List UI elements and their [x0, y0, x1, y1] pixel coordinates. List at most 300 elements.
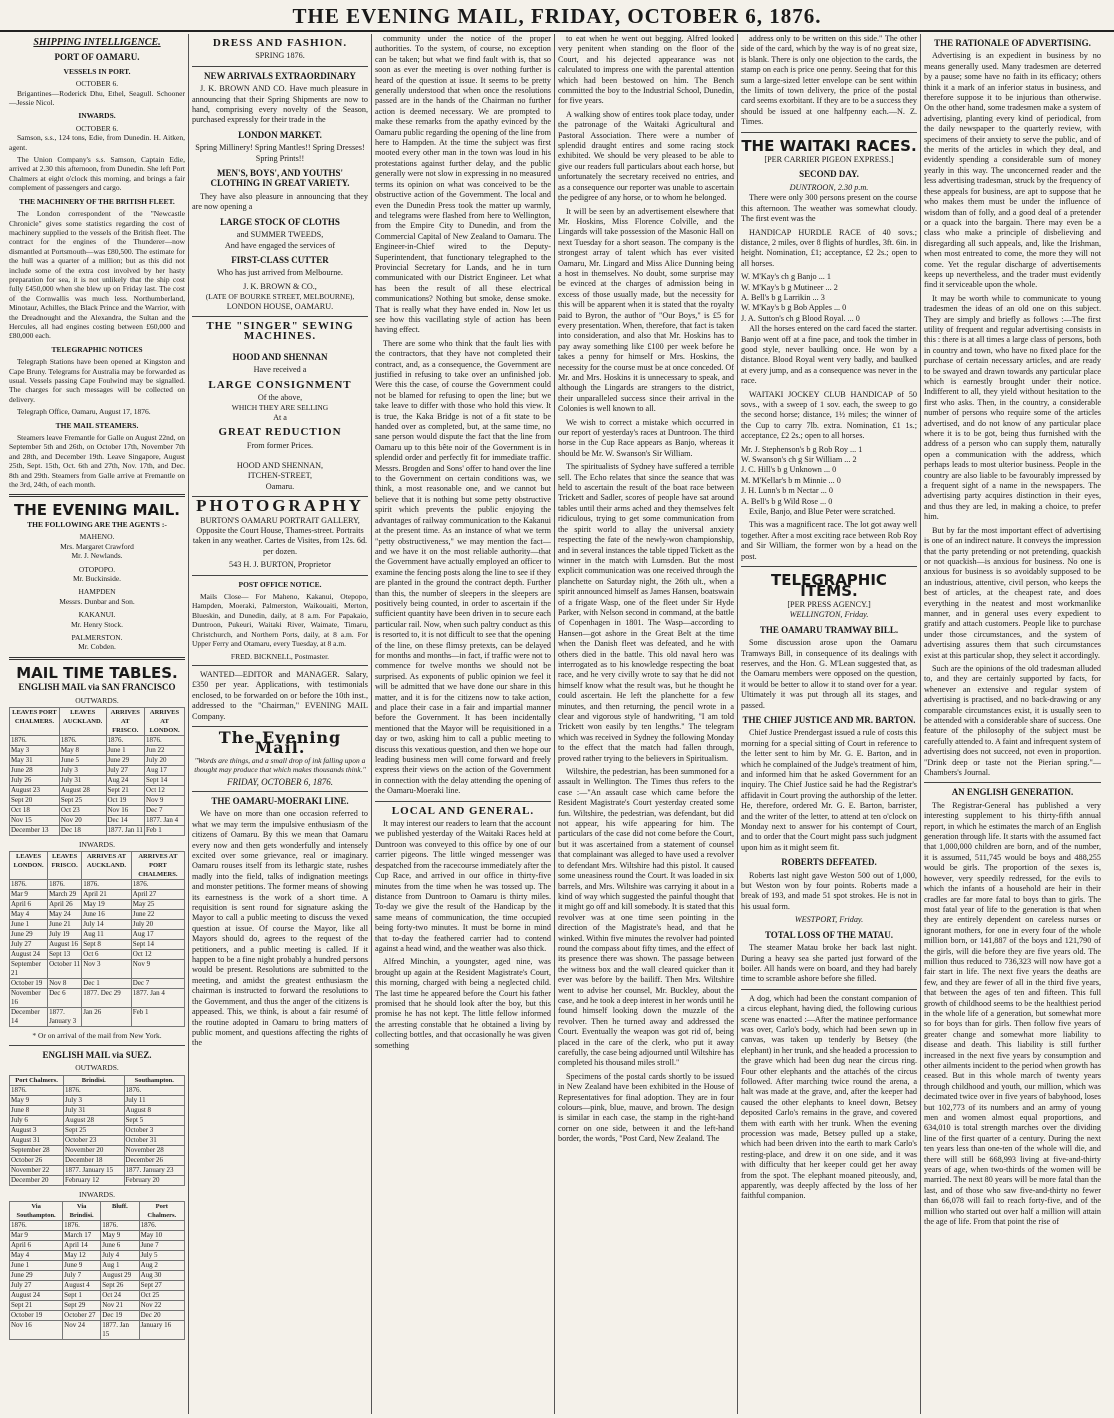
post-office-sign: FRED. BICKNELL, Postmaster. — [230, 651, 330, 661]
article-paragraph: Exile, Banjo, and Blue Peter were scratched. — [749, 507, 896, 517]
table-row — [10, 1241, 185, 1251]
table-cell: July 27 — [106, 765, 145, 775]
table-cell: March 17 — [63, 1231, 101, 1241]
london-market: LONDON MARKET. — [238, 129, 322, 140]
table-cell: July 3 — [59, 765, 106, 775]
table-cell: Dec 6 — [48, 989, 82, 1008]
table-cell: Aug 17 — [145, 765, 185, 775]
table-cell: October 26 — [10, 1155, 64, 1165]
table-row — [10, 1095, 185, 1105]
table-cell: May 24 — [48, 910, 82, 920]
fleet-heading: THE MACHINERY OF THE BRITISH FLEET. — [19, 196, 175, 206]
table-header-cell: Port Chalmers. — [10, 1075, 64, 1085]
jk-intro: J. K. BROWN AND CO. Have much pleasure in announcing that their Spring Shipments are now to hand, comprising every novelty of the Season, purchased expressly for their trade in the — [192, 84, 368, 125]
justice-heading: THE CHIEF JUSTICE AND MR. BARTON. — [742, 714, 916, 725]
table-row — [10, 1135, 185, 1145]
article-paragraph: There were only 300 persons present on the course this afternoon. The weather was somewhat cloudy. The first event was the — [741, 193, 917, 224]
table-cell: August 16 — [48, 940, 82, 950]
column-1 — [6, 34, 189, 1414]
table-cell: August 23 — [10, 785, 60, 795]
telegraphic-notices-heading: TELEGRAPHIC NOTICES — [51, 344, 143, 354]
article-paragraph: It will be seen by an advertisement elsewhere that Mr. Hoskins, Miss Florence Colville, and the Lingards will take possession of the Masonic Hall on next Tuesday for a short season. The company is the strongest array of talent which has ever visited Oamaru, Mr. Lingard and Miss Alice Dunning being a host in themselves. No doubt, some surprise may be evinced at the charges of admission being in excess of those usually made, but the necessity for this will be apparent when it is stated that the royalty paid to Byron, the author of "Our Boys," is £5 for every presentation. When, therefore, that fact is taken into consideration, and also that Mr. Hoskins has to pay away something like £100 per week before he takes a penny for himself or Mrs. Hoskins, the necessity for the course must be at once conceded. Of Mr. and Mrs. Hoskins it is unnecessary to speak, and although the Lingards are strangers to the district, their unparalleled success since their arrival in the Colonies is well known to all. — [558, 206, 734, 414]
table-row — [10, 940, 185, 950]
jk-house: LONDON HOUSE, OAMARU. — [226, 301, 334, 311]
table-row — [10, 1155, 185, 1165]
opened-text: They have also pleasure in announcing that they are now opening a — [192, 191, 368, 212]
agent-name: Mr. Buckinside. — [72, 573, 122, 583]
table-row — [10, 900, 185, 910]
vessels-date: OCTOBER 6. — [75, 79, 119, 89]
handicap-entry: HANDICAP HURDLE RACE of 40 sovs.; distance, 2 miles, over 8 flights of hurdles, 3ft. 6in. in height. Nomination, £1; acceptance, £2 2s.; open to all horses. — [741, 227, 917, 268]
table-cell: June 1 — [106, 745, 145, 755]
roberts-heading: ROBERTS DEFEATED. — [781, 857, 877, 868]
mail-steamers-text: Steamers leave Fremantle for Galle on August 22nd, on September 5th and 26th, on October 17th, November 7th and 28th, and December 19th. Leave Singapore, August 25th, Sept. 15th, Oct. 6th and 27th, Nov. 17th, and Dec. 8th and 29th. Steamers from Galle arrive at Fremantle on the 3rd, 24th, of each month. — [9, 433, 185, 490]
agent-town: HAMPDEN — [78, 587, 116, 597]
masthead — [0, 0, 1114, 32]
table-row — [10, 880, 185, 890]
hood-heading: HOOD AND SHENNAN — [232, 351, 328, 362]
table-cell: July 31 — [59, 775, 106, 785]
table-row — [10, 775, 185, 785]
table-cell: June 9 — [63, 1261, 101, 1271]
union-text: The Union Company's s.s. Samson, Captain Edie, arrived at 2.30 this afternoon, from Dunedin. She left Port Chalmers at eight o'clock this morning, and brings a fair complement of passengers and cargo. — [9, 155, 185, 193]
article-paragraph: We wish to correct a mistake which occurred in our report of yesterday's races at Duntroon. The third horse in the Cup Race appears as Banjo, whereas it should be Mr. W. Swanson's Sir William. — [558, 417, 734, 458]
table-cell: October 23 — [64, 1135, 124, 1145]
table-cell: October 31 — [124, 1135, 184, 1145]
second-day: SECOND DAY. — [799, 169, 859, 180]
carrier-label: [PER CARRIER PIGEON EXPRESS.] — [764, 155, 894, 165]
table-cell: July 27 — [10, 1281, 63, 1291]
shipping-heading: SHIPPING INTELLIGENCE. — [33, 37, 161, 48]
article-paragraph: The Registrar-General has published a very interesting supplement to his thirty-fifth annual report, in which he estimates the march of an English generation through life. It starts with the assumed fact that 1,000,000 children are born, and of the number, it is assumed, 511,745 would be boys and 488,255 would be girls. The proportion of the sexes is, however, very speedily redressed, for the evils to which the infants of a household are heir in their cradles are far more fatal to boys than to girls. The most fatal year of life to the generation is that when they are entirely dependent on careless nurses or ignorant mothers, for one in every four of the whole million born, or 141,887 of the boys and 121,790 of the girls, will die before they are five years old. The million thus reduced to 736,323 will now have got a fair start in life. The next five years the deaths are few, and they are fewer of all in the third five years, that between the ages of ten and fifteen. This full growth of childhood seems to be the healthiest period in the whole life of a generation, but somewhat more so for boys than for girls. Then follow five years of greater change and somewhat more liability to disease and death. This liability is still further increased in the next five years by consumption and other ailments incident to the period when growth has ceased. But in this whole march of twenty years through childhood and youth, our million, which was decimated twice over in five years of babyhood, loses but 102,773 of its numbers and an army of young men and women almost equal proportions, and 634,010 is total strength marches over the dividing line of the first quarter of a century. During the next ten years less than one-ten of the whole will die, and there will still be 668,993 living at five-and-thirty years of age, when two-thirds of the women will be married. The next 80 years will be more fatal than the last, and of those who saw five-and-thirty no fewer than 66,078 will fail to reach forty-five, and of the million who started out over half a million will attain the age of life. From that point the rise of — [924, 800, 1101, 1227]
table-cell: 1876. — [10, 735, 60, 745]
table-cell: August 28 — [64, 1115, 124, 1125]
table-row — [10, 745, 185, 755]
table-header-cell: LEAVES FRISCO. — [48, 852, 82, 880]
table-cell: December 26 — [124, 1155, 184, 1165]
table-cell: 1876. — [10, 880, 48, 890]
table-cell: Dec 20 — [139, 1311, 184, 1321]
suez-inwards-table — [9, 1201, 185, 1340]
former-prices: From former Prices. — [246, 440, 314, 450]
table-row — [10, 805, 185, 815]
motto: "Words are things, and a small drop of ink falling upon a thought may produce that which makes thousands think." — [194, 755, 366, 775]
table-header-cell: Brindisi. — [64, 1075, 124, 1085]
table-cell: Nov 8 — [48, 979, 82, 989]
table-header-row — [10, 852, 185, 880]
table-cell: Dec 7 — [131, 979, 184, 989]
table-cell: 1876. — [59, 735, 106, 745]
suez-outwards-label: OUTWARDS. — [75, 1063, 119, 1073]
itchen-street: ITCHEN-STREET, — [247, 471, 313, 481]
table-cell: April 26 — [48, 900, 82, 910]
table-row — [10, 960, 185, 979]
article-paragraph: to eat when he went out begging. Alfred looked very penitent when standing on the floor of the Court, and his dejected appearance was not calculated to impress one with the parental attention which had been bestowed on him. The Bench committed the boy to the Industrial School, Dunedin, for five years. — [558, 34, 734, 106]
agent-town: PALMERSTON. — [71, 632, 123, 642]
table-cell: July 7 — [63, 1271, 101, 1281]
table-header-cell: ARRIVES AT AUCKLAND. — [82, 852, 132, 880]
column-2 — [189, 34, 372, 1414]
table-row — [10, 1125, 185, 1135]
table-cell: Feb 1 — [145, 825, 185, 835]
result-row: J. H. Lunn's b m Nectar ... 0 — [741, 486, 833, 496]
table-row — [10, 755, 185, 765]
table-cell: Oct 19 — [106, 795, 145, 805]
article-paragraph: Specimens of the postal cards shortly to be issued in New Zealand have been exhibited in the House of Representatives for final adoption. They are in four colours—pink, blue, mauve, and brown. The design is similar in each case, the stamp in the right-hand corner on one side, between it and the left-hand border, the words, "Post Card, New Zealand. The — [558, 1071, 734, 1144]
table-cell: Sept 21 — [10, 1301, 63, 1311]
table-cell: May 10 — [139, 1231, 184, 1241]
table-cell: July 5 — [139, 1251, 184, 1261]
arrivals-heading: NEW ARRIVALS EXTRAORDINARY — [204, 70, 356, 81]
table-header-cell: Via Brindisi. — [63, 1202, 101, 1221]
article-paragraph: Alfred Minchin, a youngster, aged nine, was brought up again at the Resident Magistrate's Court, this morning, charged with being a neglected child. The last time he appeared before the Court his father promised that he should look after the boy, but this promise he has not kept. The little fellow informed the arresting constable that he obtained a living by collecting bottles, and that occasionally he was given something — [375, 957, 551, 1050]
table-cell: 1876. — [10, 1221, 63, 1231]
table-row — [10, 795, 185, 805]
table-cell: February 20 — [124, 1175, 184, 1185]
result-row: A. Bell's b g Larrikin ... 3 — [741, 292, 825, 302]
table-header-cell: ARRIVES AT LONDON. — [145, 707, 185, 735]
table-cell: June 5 — [59, 755, 106, 765]
table-cell: July 6 — [10, 1115, 64, 1125]
table-cell: August 3 — [10, 1125, 64, 1135]
sf-outwards-table — [9, 707, 185, 836]
jk-sign: J. K. BROWN & CO., — [243, 281, 317, 291]
table-cell: August 29 — [101, 1271, 139, 1281]
table-header-cell: ARRIVES AT PORT CHALMERS. — [131, 852, 184, 880]
sf-heading: ENGLISH MAIL via SAN FRANCISCO — [18, 682, 176, 693]
article-paragraph: Some discussion arose upon the Oamaru Tramways Bill, in consequence of its dealings with reserves, and the Hon. G. M'Lean suggested that, as the Oamaru members were opposed on the question, it would be better to allow it to stand over for a year. Ultimately it was put through all its stages, and passed. — [741, 638, 917, 710]
table-cell: Sept 26 — [101, 1281, 139, 1291]
table-cell: Sept 20 — [10, 795, 60, 805]
table-row — [10, 1145, 185, 1155]
table-cell: Nov 16 — [10, 1321, 63, 1340]
table-header-cell: Bluff. — [101, 1202, 139, 1221]
generation-heading: AN ENGLISH GENERATION. — [951, 787, 1074, 798]
wellington-dateline: WELLINGTON, Friday. — [789, 610, 869, 620]
table-cell: Sept 29 — [63, 1301, 101, 1311]
table-row — [10, 989, 185, 1008]
table-cell: April 21 — [82, 890, 132, 900]
column-6 — [921, 34, 1104, 1414]
table-header-row — [10, 1075, 185, 1085]
agent-name: Mr. J. Newlands. — [71, 551, 123, 561]
matau-heading: TOTAL LOSS OF THE MATAU. — [764, 929, 894, 940]
table-cell: Nov 20 — [59, 815, 106, 825]
table-cell: Mar 9 — [10, 890, 48, 900]
agent-town: MAHENO. — [79, 532, 115, 542]
suez-heading: ENGLISH MAIL via SUEZ. — [42, 1049, 152, 1060]
photography-heading: PHOTOGRAPHY — [196, 496, 364, 516]
sf-inwards-table — [9, 851, 185, 1027]
table-row — [10, 1271, 185, 1281]
burton-sign: 543 H. J. BURTON, Proprietor — [229, 560, 331, 570]
table-cell: July 31 — [64, 1105, 124, 1115]
jockey-cup-entry: WAITAKI JOCKEY CLUB HANDICAP of 50 sovs., with a sweep of 1 sov. each, the sweep to go the second horse; distance, 1½ miles; the winner of the Cup to carry 7lb. extra. Nomination, £1 1s.; acceptance, £2 2s.; open to all horses. — [741, 389, 917, 441]
article-paragraph: But by far the most important effect of advertising is one of an indirect nature. It conveys the impression that the party pretending or not pretending, quackish or not quackish—is anxious for business. No one is anxious for business is so avoidably supposed to be an industrious, attentive, civil person, who keeps the best of articles, at the cheapest rate, and does everything in the neatest and most workmanlike manner, and in general uses every expedient to gratify and attach customers. People like to purchase under those circumstances, and the system of advertising assures them that such circumstances exist at this particular shop, they select it accordingly. — [924, 525, 1101, 660]
table-cell: February 12 — [64, 1175, 124, 1185]
table-cell: November 16 — [10, 989, 48, 1008]
table-cell: 1877. January 23 — [124, 1165, 184, 1175]
column-4 — [555, 34, 738, 1414]
article-paragraph: Chief Justice Prendergast issued a rule of costs this morning for a special sitting of Court in reference to the letter sent to him by Mr. G. E. Barton, and in which he complained of the Judge's treatment of him, and informed him that he asked Government for an inquiry. The Chief Justice said he had the Registrar's affidavit in Court proving the authorship of the letter. He, therefore, ordered Mr. G. E. Barton, barrister, and the writer of the letter, to attend at ten o'clock on Monday next to answer for his contempt of Court, and to order that the Court might pass such judgment upon him as it might seem fit. — [741, 728, 917, 852]
cutter: FIRST-CLASS CUTTER — [231, 254, 329, 265]
table-cell: July 26 — [10, 775, 60, 785]
table-row — [10, 1115, 185, 1125]
inwards-text: Samson, s.s., 124 tons, Edie, from Dunedin. H. Aitken, agent. — [9, 133, 185, 152]
table-row — [10, 815, 185, 825]
table-cell: Dec 7 — [145, 805, 185, 815]
article-paragraph: community under the notice of the proper authorities. To the system, of course, no exception can be taken; but what we find fault with is, that so soon as ever the meeting is over nothing further is heard of the question at issue. It seems to be pretty generally understood that when once the resolutions passed are in the hands of the Chairman no further action is deemed necessary. We are prompted to make these remarks from the apathy evinced by the Oamaru public regarding the opening of the line from here to Hampden. At the time the subject was first mooted every other man in the town was loud in his protestations against further delay, and the public generally were not slow in expressing in no measured terms its opinion on what was conceived to be the obstructive action of the Government. The local and even the Dunedin Press took the matter up warmly, and telegrams were flashed from here to Wellington, from the Empire City to Dunedin, and from the Commercial Capital of New Zealand to Oamaru. The Engineer-in-Chief wired to the Deputy-Superintendent, that functionary telegraphed to the Provincial Secretary for Lands, and he in turn communicated with our District Engineer. Let what has been the result of all these electrical communications? Nothing but smoke, dense smoke. That is really what they have ended in. Now let us see how this vacillating style of action has been having effect. — [375, 34, 551, 335]
result-row: Mr. J. Stephenson's b g Rob Roy ... 1 — [741, 444, 863, 454]
sf-outwards-label: OUTWARDS. — [75, 695, 119, 705]
table-cell: 1877. Dec 29 — [82, 989, 132, 1008]
table-cell: 1876. — [145, 735, 185, 745]
table-cell: November 20 — [64, 1145, 124, 1155]
table-cell: 1877. Jan 4 — [145, 815, 185, 825]
article-paragraph: A dog, which had been the constant companion of a circus elephant, having died, the following curious scene was enacted :—After the matinee performance was over, Carlo's body, which had been sewn up in canvas, was taken up tenderly by Betsey (the elephant) in her trunk, and she headed a procession to the grave which had been dug near the circus ring. Four other elephants and the attachés of the circus followed. After marching twice round the arena, a halt was made at the grave, and, after the keeper had caused the other elephants to kneel down, Betsey deposited Carlo's remains in the grave, and covered them with earth with her trunk. When the evening procession was made, Betsey pulled up a stake, which had been driven into the earth to mark Carlo's resting-place, and drew it on one side, and it was with difficulty that her keeper could get her away from the spot. The elephant moaned piteously, and, apparently, was deeply affected by the loss of her faithful companion. — [741, 993, 917, 1201]
table-cell: Dec 14 — [106, 815, 145, 825]
article-paragraph: Advertising is an expedient in business by no means generally used. Many tradesmen are deterred by a pause; some have no faith in its efficacy; others think it a mark of an inferior status in business, and therefore suppose it to be injurious than otherwise. On the other hand, some tradesmen make a system of advertising, planting every kind of periodical, from the daily newspaper to the quarterly review, with specimens of their anxiety to serve the public, and of the merits of the articles in which they deal, and evidently spending a considerable sum of money yearly in this way. The unconcerned reader and the less advertising tradesman, struck by the frequency of these appeals for business, are apt to suppose that he who makes them must be under the influence of wisdom than of folly, and a good deal of a pretender or a quack into the bargain. There may even be a class who make a principle of disbelieving and disregarding all such appeals, and, like the Irishman, when most entreated to come, the more they will not come. Yet the regular discharge of advertisements keeps up nevertheless, and the trader must evidently find it serviceable upon the whole. — [924, 51, 1101, 290]
table-cell: Sept 14 — [131, 940, 184, 950]
table-cell: May 31 — [10, 755, 60, 765]
summer-tweeds: and SUMMER TWEEDS, — [236, 230, 324, 240]
inwards-date: OCTOBER 6. — [75, 123, 119, 133]
table-cell: June 1 — [10, 1261, 63, 1271]
table-cell: April 6 — [10, 1241, 63, 1251]
table-cell: 1877. January 15 — [64, 1165, 124, 1175]
article-paragraph: Such are the opinions of the old tradesman alluded to, and they are certainly supported by facts, for whenever an extensive and regular system of advertising is practised, and no back-drawing or any comparable circumstances exist, it is usually seen to be attended with a considerable share of success. One feature of the philosophy of the subject must be carefully attended to. A faint and infrequent system of advertising does not succeed, not even in proportion. "Drink deep or taste not the Pierian spring."—Chambers's Journal. — [924, 663, 1101, 778]
table-cell: 1876. — [63, 1221, 101, 1231]
table-row — [10, 735, 185, 745]
table-cell: Jun 22 — [145, 745, 185, 755]
table-header-cell: Port Chalmers. — [139, 1202, 184, 1221]
table-cell: May 12 — [63, 1251, 101, 1261]
rational-heading: THE RATIONALE OF ADVERTISING. — [934, 38, 1091, 48]
table-row — [10, 1281, 185, 1291]
table-cell: October 19 — [10, 979, 48, 989]
table-cell: April 6 — [10, 900, 48, 910]
table-cell: Aug 2 — [139, 1261, 184, 1271]
table-header-row — [10, 1202, 185, 1221]
table-cell: Mar 9 — [10, 1231, 63, 1241]
table-cell: Nov 9 — [145, 795, 185, 805]
table-cell: Oct 6 — [82, 950, 132, 960]
table-cell: November 22 — [10, 1165, 64, 1175]
table-cell: June 29 — [10, 930, 48, 940]
table-cell: August 31 — [10, 1135, 64, 1145]
table-row — [10, 930, 185, 940]
port-heading: PORT OF OAMARU. — [54, 52, 140, 63]
evening-mail-title: The Evening Mail. — [218, 727, 342, 758]
cutter-intro: And have engaged the services of — [224, 240, 336, 250]
table-cell: September 28 — [10, 1145, 64, 1155]
result-row: W. M'Kay's b g Bob Apples ... 0 — [741, 303, 847, 313]
have-received: Have received a — [253, 365, 307, 375]
table-cell: Oct 25 — [139, 1291, 184, 1301]
mail-steamers-heading: THE MAIL STEAMERS. — [55, 420, 139, 430]
table-row — [10, 1165, 185, 1175]
table-row — [10, 890, 185, 900]
table-cell: October 19 — [10, 1311, 63, 1321]
wanted-text: WANTED—EDITOR and MANAGER. Salary, £350 per year. Applications, with testimonials enclosed, to be forwarded on or before the 10th inst., addressed to the "Chairman," EVENING MAIL Company. — [192, 669, 368, 721]
table-cell: May 3 — [10, 745, 60, 755]
table-cell: 1876. — [106, 735, 145, 745]
table-cell: Oct 24 — [101, 1291, 139, 1301]
large-consignment: LARGE CONSIGNMENT — [208, 378, 352, 391]
table-cell: Sept 8 — [82, 940, 132, 950]
fleet-text: The London correspondent of the "Newcastle Chronicle" gives some statistics regarding the cost of machinery supplied to the vessels of the British fleet. The contract for the engines of the Thunderer—now dismantled at Portsmouth—was £80,500. The estimate for the hull was a quarter of a million; but as this did not include some of the extra cost involved by her hasty preparation for sea, it is not unlikely that the ship cost fully £450,000 when she blew up on Friday last. The cost of the Cornwallis was much less. Northumberland, Minotaur, Achilles, the Black Prince and the Warrior, with the Dreadnought and the Alexandra, the Sultan and the Hercules, all had engines costing between £60,000 and £80,000 each. — [9, 209, 185, 341]
masthead-title: THE EVENING MAIL, FRIDAY, OCTOBER 6, 1876. — [292, 4, 822, 28]
table-header-cell: Via Southampton. — [10, 1202, 63, 1221]
table-cell: July 4 — [101, 1251, 139, 1261]
vessels-text: Brigantines—Roderick Dhu, Ethel, Seagull. Schooner—Jessie Nicol. — [9, 88, 185, 108]
table-header-cell: ARRIVES AT FRISCO. — [106, 707, 145, 735]
table-cell: January 16 — [139, 1321, 184, 1340]
table-cell: 1876. — [124, 1085, 184, 1095]
table-row — [10, 1085, 185, 1095]
table-cell: 1876. — [82, 880, 132, 890]
evening-mail-heading: THE EVENING MAIL. — [14, 501, 180, 520]
table-cell: December 20 — [10, 1175, 64, 1185]
table-row — [10, 910, 185, 920]
tramway-heading: THE OAMARU TRAMWAY BILL. — [759, 624, 899, 635]
moeraki-text: We have on more than one occasion referred to what we may term the impulsive enthusiasm of the citizens of Oamaru. By this we mean that Oamaru every now and then gets wonderfully and intensely excited over some grievance, real or imaginary. Oamaru rouses itself from its lethargic state, rushes madly into the field, talks of indignation meetings and monster petitions. The former means of showing its earnestness is the work of a short time. A requisition is sent round for signature asking the Mayor to call a public meeting to discuss the vexed question at issue. Of course the Mayor, like all Mayors should do, agrees to the request of the petitioners, and a public meeting is called. If it happen to be a fine night probably a hundred persons would be present. Resolutions are submitted to the meeting, and amidst the greatest enthusiasm the chairman is instructed to forward the resolutions to the Government, and thus the anger of the citizens is appeased. This, we think, is about a fair resumé of the routine adopted in Oamaru to bring matters of public moment, and questions affecting the rights of the — [192, 809, 368, 1048]
table-row — [10, 1231, 185, 1241]
table-cell: August 28 — [59, 785, 106, 795]
waitaki-heading: THE WAITAKI RACES. — [741, 136, 917, 155]
table-cell: April 14 — [63, 1241, 101, 1251]
article-paragraph: Roberts last night gave Weston 500 out of 1,000, but Weston won by four points. Roberts made a break of 193, and made 51 spot strokes. He is not in his usual form. — [741, 870, 917, 911]
table-cell: Nov 9 — [131, 960, 184, 979]
duntroon-dateline: DUNTROON, 2.30 p.m. — [789, 182, 869, 192]
singer-heading: THE "SINGER" SEWING MACHINES. — [206, 319, 354, 343]
table-row — [10, 1261, 185, 1271]
table-cell: June 28 — [10, 765, 60, 775]
table-cell: May 9 — [101, 1231, 139, 1241]
article-paragraph: Wiltshire, the pedestrian, has been summoned for a assault in Wellington. The Times thus refers to the case :—"An assault case which came before the Resident Magistrate's Court yesterday created some fun. Wiltshire, the pedestrian, was defendant, but did not appear, his wife appearing for him. The particulars of the case did not come before the Court, but it was ascertained from a statement of counsel that complainant was alleged to have used a revolver to defendant Mrs. Wiltshire had this pistol. It caused some uneasiness round the Court. It was loaded in six barrels, and Mrs. Wiltshire was carrying it about in a kind of way which suggested the painful thought that it might go off and kill somebody. It is stated that this revolver was at one time seen pointing in the direction of the Magistrate's head, and that he winked. Within five minutes the revolver had pointed round the compass about fifty times, and the effect of its presence there was shown. The passage between the witness box and the wall cleared quicker than it ever was before by the bailiff. Then Mrs. Wiltshire went to advise her counsel, Mr. Buckley, about the case, and he took a deep interest in her words until he found himself looking down the muzzle of the revolver. Then he turned away and addressed the Court. Eventually the weapon was got rid of, being placed in the care of the clerk, who put it away carefully, the case being adjourned until Wiltshire has completed his thousand miles stroll." — [558, 767, 735, 1068]
table-cell: 1876. — [64, 1085, 124, 1095]
table-row — [10, 765, 185, 775]
table-cell: Sept 25 — [64, 1125, 124, 1135]
table-cell: November 28 — [124, 1145, 184, 1155]
sf-note: * Or on arrival of the mail from New York. — [32, 1031, 162, 1041]
post-office-heading: POST OFFICE NOTICE. — [238, 579, 322, 589]
agent-town: KAKANUI. — [78, 610, 116, 620]
sf-inwards-label: INWARDS. — [78, 839, 116, 849]
table-cell: May 25 — [131, 900, 184, 910]
table-cell: June 6 — [101, 1241, 139, 1251]
table-row — [10, 825, 185, 835]
table-cell: July 19 — [48, 930, 82, 940]
table-header-cell: LEAVES AUCKLAND. — [59, 707, 106, 735]
table-cell: Nov 22 — [139, 1301, 184, 1311]
table-cell: 1877. Jan 11 — [107, 825, 143, 834]
table-row — [10, 1221, 185, 1231]
agents-heading: THE FOLLOWING ARE THE AGENTS :- — [27, 519, 167, 529]
article-paragraph: This was a magnificent race. The lot got away well together. After a most exciting race between Rob Roy and Sir William, the former won by a head on the post. — [741, 520, 917, 561]
agent-name: Mr. Henry Stock. — [70, 619, 124, 629]
table-row — [10, 1291, 185, 1301]
at-a: At a — [273, 412, 287, 422]
which-selling: WHICH THEY ARE SELLING — [231, 403, 329, 413]
table-row — [10, 785, 185, 795]
agent-name: Mr. Cobden. — [78, 642, 116, 652]
table-cell: May 4 — [10, 910, 48, 920]
table-row — [10, 1105, 185, 1115]
local-general-heading: LOCAL AND GENERAL. — [391, 804, 535, 817]
table-cell: Oct 18 — [10, 805, 60, 815]
table-cell: July 11 — [124, 1095, 184, 1105]
table-row — [10, 1311, 185, 1321]
table-cell: Nov 3 — [82, 960, 132, 979]
table-cell: April 27 — [131, 890, 184, 900]
table-header-cell: Southampton. — [124, 1075, 184, 1085]
of-above: Of the above, — [257, 392, 303, 402]
table-header-cell: LEAVES PORT CHALMERS. — [10, 707, 60, 735]
jk-late: (LATE OF BOURKE STREET, MELBOURNE), — [205, 292, 355, 302]
table-cell: July 20 — [145, 755, 185, 765]
table-row — [10, 950, 185, 960]
column-3 — [372, 34, 555, 1414]
table-cell: May 19 — [82, 900, 132, 910]
table-cell: Sept 14 — [145, 775, 185, 785]
hood-sign: HOOD AND SHENNAN, — [236, 461, 324, 470]
table-cell: July 3 — [64, 1095, 124, 1105]
table-cell: Aug 1 — [101, 1261, 139, 1271]
table-cell: Dec 18 — [59, 825, 106, 835]
article-paragraph: There are some who think that the fault lies with the contractors, that they have not completed their contract, and, as a consequence, the Government are justified in refusing to take over an unfinished job. Were this the case, of course the Government could not be blamed for refusing to open the line; but we take leave to differ with those who hold this view. It is true, the Kaka Bridge is not of a fit state to be handed over as completed, but, at the same time, no sane person would dispute the fact that the line from Oamaru up to this bête noir of the Government is in splendid order and perfectly fit for immediate traffic. Messrs. Brogden and Sons' offer to hand over the line to the Government on certain conditions was, we think, a most reasonable one, and we cannot but believe that it is nothing but some petty obstructive spirit which prevents the public enjoying the advantages of railway communication to the Kakanui at the present time. As an instance of what we term "petty obstructiveness," we may mention the fact—and we have it on the most reliable authority—that the Government have actually employed an officer to examine the fencing posts along the line to see if they are planted in the ground the contract depth. Further than this, the number of sleepers in the sleepers are positively being counted, in order to ascertain if the sufficient quantity have been driven in to secure each particular rail. Now, when such paltry conduct as this is resorted to, it is not difficult to see that the opening of the line, on these flimsy pretexts, can be delayed for months and months—in fact, if traffic were not to commence for twelve months we should not be surprised. As exponents of public opinion we feel it will be admitted that we have done our share in this matter, and it is for the citizens now to take action, and place their case in a fair and impartial manner before the Government. It has been incidentally mentioned that the Mayor will be requisitioned in a day or two, asking him to call a public meeting to discuss this vexatious question, and then we hope our leading business men will come forward and freely express their views on the action of the Government in connection with the delay attending the opening of the Oamaru-Moeraki line. — [375, 338, 551, 796]
table-cell: October 27 — [63, 1311, 101, 1321]
great-reduction: GREAT REDUCTION — [218, 426, 342, 439]
spring-items: Spring Millinery! Spring Mantles!! Spring Dresses! Spring Prints!! — [195, 143, 365, 163]
table-cell: Aug 24 — [106, 775, 145, 785]
table-cell: June 29 — [10, 1271, 63, 1281]
large-stock: LARGE STOCK OF CLOTHS — [220, 216, 340, 227]
table-row — [10, 979, 185, 989]
table-cell: Nov 24 — [63, 1321, 101, 1340]
table-cell: Oct 12 — [131, 950, 184, 960]
table-cell: Jan 26 — [82, 1008, 132, 1027]
table-cell: 1876. — [48, 880, 82, 890]
table-cell: Aug 17 — [131, 930, 184, 940]
table-cell: Aug 30 — [139, 1271, 184, 1281]
telegraphic-heading: TELEGRAPHIC ITEMS. — [771, 571, 887, 600]
agent-name: Messrs. Dunbar and Son. — [59, 596, 135, 606]
result-row: A. Bell's b g Wild Rose ... 0 — [741, 496, 833, 506]
table-row — [10, 1321, 185, 1340]
table-cell: October 11 — [48, 960, 82, 979]
result-row: J. A. Sutton's ch g Blood Royal. ... 0 — [741, 313, 860, 323]
suez-outwards-table — [9, 1075, 185, 1186]
table-cell: 1877. Jan 15 — [101, 1321, 139, 1340]
cutter-from: Who has just arrived from Melbourne. — [217, 268, 343, 278]
article-paragraph: The steamer Matau broke her back last night. During a heavy sea she parted just forward of the boiler. All hands were on board, and they had barely time to scramble ashore before she filled. — [741, 943, 917, 984]
result-row: J. C. Hill's b g Unknown ... 0 — [741, 465, 837, 475]
suez-inwards-label: INWARDS. — [78, 1189, 116, 1199]
table-cell: June 7 — [139, 1241, 184, 1251]
table-cell: Sept 27 — [139, 1281, 184, 1291]
inwards-heading: INWARDS. — [78, 111, 116, 121]
table-cell: Dec 1 — [82, 979, 132, 989]
oamaru-label: Oamaru. — [265, 481, 295, 491]
table-cell: Oct 12 — [145, 785, 185, 795]
table-cell: Aug 11 — [82, 930, 132, 940]
dress-heading: DRESS AND FASHION. — [212, 37, 348, 49]
press-agency: [PER PRESS AGENCY.] — [787, 599, 871, 609]
post-office-text: Mails Close— For Maheno, Kakanui, Otepopo, Hampden, Moeraki, Palmerston, Waikouaiti, Merton, Blueskin, and Dunedin, daily, at 8 a.m. For Papakaio, Duntroon, Pukeuri, Waitaki River, Waimate, Timaru, Christchurch, and Northern Ports, daily, at 8 a.m. For Upper Ferry and Otamaru, every Tuesday, at 8 a.m. — [192, 592, 368, 649]
table-row — [10, 1175, 185, 1185]
cup-results — [741, 445, 917, 507]
